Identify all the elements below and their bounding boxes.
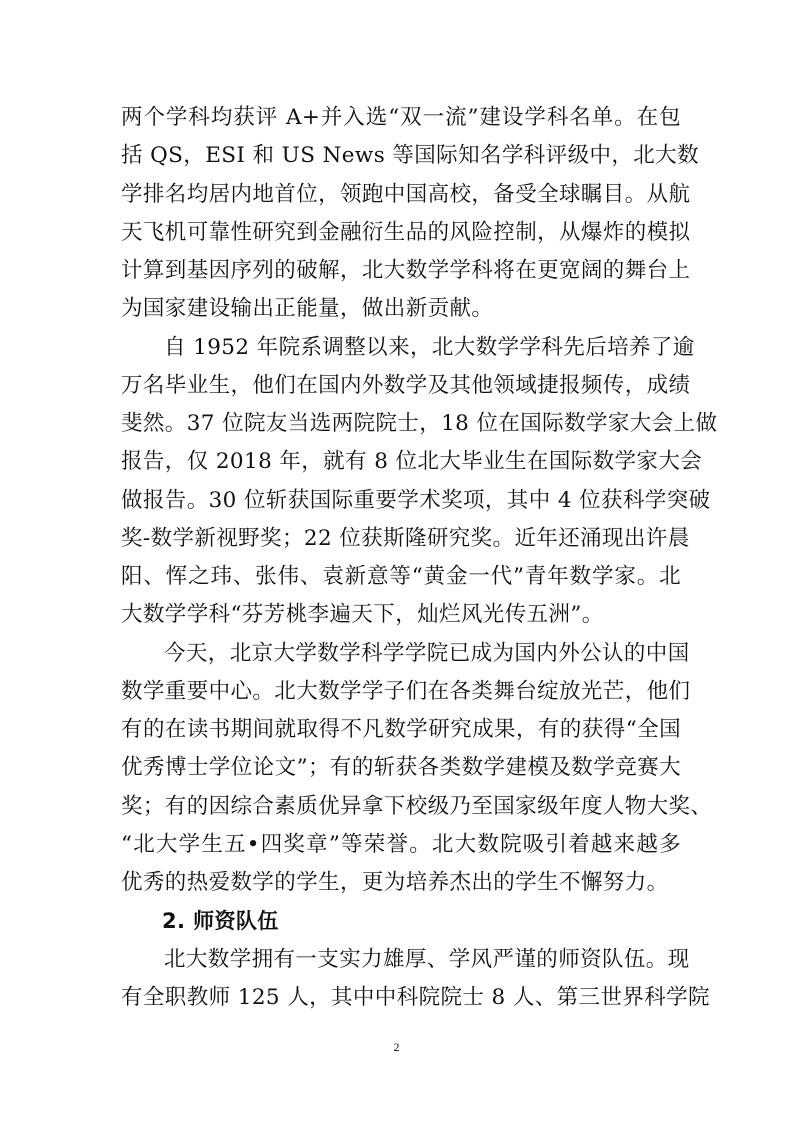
page-number: 2 [393,1040,400,1054]
paragraph-line: 奖；有的因综合素质优异拿下校级乃至国家级年度人物大奖、 [121,794,713,819]
paragraph-line: 做报告。30 位斩获国际重要学术奖项，其中 4 位获科学突破 [121,488,711,513]
section-heading: 2. 师资队伍 [162,909,279,933]
paragraph-line: 优秀的热爱数学的学生，更为培养杰出的学生不懈努力。 [121,870,669,895]
paragraph-line: 奖-数学新视野奖；22 位获斯隆研究奖。近年还涌现出许晨 [121,526,690,551]
paragraph-line: 有全职教师 125 人，其中中科院院士 8 人、第三世界科学院 [121,985,710,1010]
paragraph-line: 优秀博士学位论文”；有的斩获各类数学建模及数学竞赛大 [121,755,681,780]
paragraph-line: 万名毕业生，他们在国内外数学及其他领域捷报频传，成绩 [121,373,691,398]
paragraph-line: 学排名均居内地首位，领跑中国高校，备受全球瞩目。从航 [121,182,691,207]
paragraph-line: 今天，北京大学数学科学学院已成为国内外公认的中国 [164,641,690,666]
paragraph-line: 大数学学科“芬芳桃李遍天下，灿烂风光传五洲”。 [121,602,604,627]
paragraph-line: 数学重要中心。北大数学学子们在各类舞台绽放光芒，他们 [121,679,691,704]
paragraph-line: 计算到基因序列的破解，北大数学学科将在更宽阔的舞台上 [121,258,691,283]
paragraph-line: 自 1952 年院系调整以来，北大数学学科先后培养了逾 [164,335,695,360]
paragraph-line: 有的在读书期间就取得不凡数学研究成果，有的获得“全国 [121,717,681,742]
paragraph-line: “北大学生五•四奖章”等荣誉。北大数院吸引着越来越多 [121,832,681,857]
paragraph-line: 为国家建设输出正能量，做出新贡献。 [121,296,494,321]
paragraph-line: 天飞机可靠性研究到金融衍生品的风险控制，从爆炸的模拟 [121,220,691,245]
paragraph-line: 报告，仅 2018 年，就有 8 位北大毕业生在国际数学家大会 [121,449,703,474]
paragraph-line: 北大数学拥有一支实力雄厚、学风严谨的师资队伍。现 [164,947,690,972]
paragraph-line: 两个学科均获评 A+并入选“双一流”建设学科名单。在包 [121,105,681,130]
paragraph-line: 阳、恽之玮、张伟、袁新意等“黄金一代”青年数学家。北 [121,564,681,589]
paragraph-line: 括 QS，ESI 和 US News 等国际知名学科评级中，北大数 [121,143,699,168]
paragraph-line: 斐然。37 位院友当选两院院士，18 位在国际数学家大会上做 [121,411,718,436]
